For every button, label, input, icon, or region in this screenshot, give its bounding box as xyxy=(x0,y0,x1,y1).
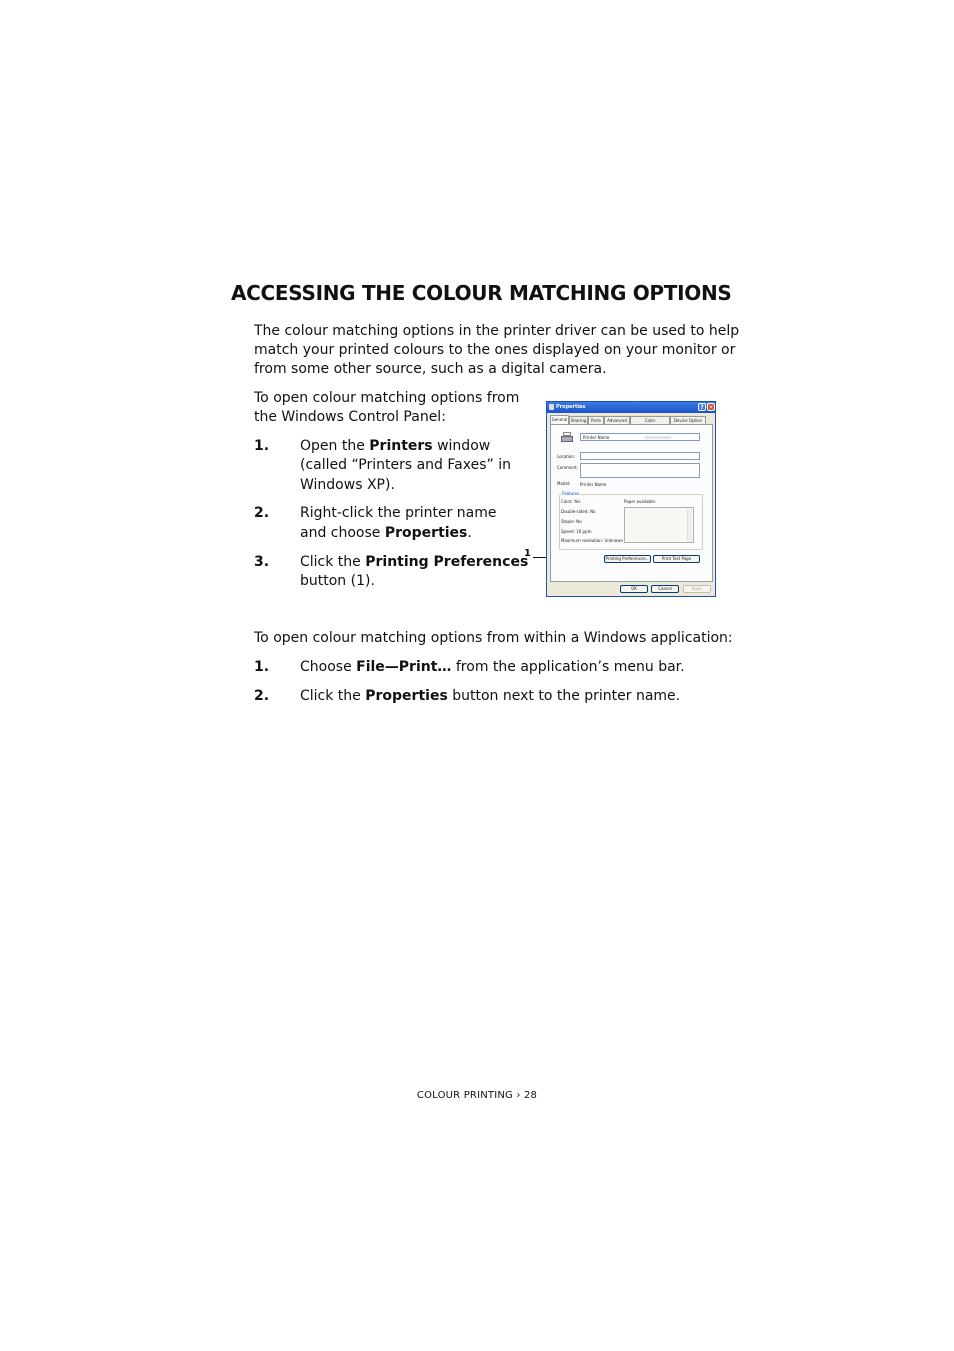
step-text: Click the xyxy=(300,554,366,570)
comment-label: Comment: xyxy=(557,465,578,470)
feature-staple: Staple: No xyxy=(561,519,582,524)
step-bold-text: Printing Preferences xyxy=(365,554,529,570)
step-text: window xyxy=(432,438,491,454)
print-test-page-button[interactable]: Print Test Page xyxy=(653,555,700,563)
apply-button[interactable]: Apply xyxy=(683,585,711,593)
intro-line: The colour matching options in the printer driver can be used to help xyxy=(254,323,740,339)
step-line: Windows XP). xyxy=(300,477,395,493)
printing-preferences-button[interactable]: Printing Preferences... xyxy=(605,556,650,561)
application-lead: To open colour matching options from within a Windows application: xyxy=(254,630,733,646)
step-bold-text: Properties xyxy=(365,688,448,704)
paper-available-label: Paper available: xyxy=(624,499,657,504)
step-text: Open the xyxy=(300,438,370,454)
step-line: Right-click the printer name xyxy=(300,505,497,521)
printer-icon xyxy=(549,404,554,410)
step-line: button (1). xyxy=(300,573,375,589)
step-line xyxy=(300,658,685,678)
step-line xyxy=(300,687,680,707)
step-number: 1. xyxy=(254,659,270,675)
step-text: from the application’s menu bar. xyxy=(451,659,685,675)
feature-max-resolution: Maximum resolution: Unknown xyxy=(561,538,624,543)
tab-advanced[interactable]: Advanced xyxy=(604,416,630,424)
intro-line: match your printed colours to the ones displayed on your monitor or xyxy=(254,342,736,358)
lead-line: the Windows Control Panel: xyxy=(254,409,446,425)
tab-sharing[interactable]: Sharing xyxy=(570,418,587,423)
step-text: and choose xyxy=(300,525,385,541)
scrollbar[interactable] xyxy=(687,509,692,541)
step-number: 2. xyxy=(254,505,270,521)
features-label: Features xyxy=(562,491,580,496)
location-field[interactable] xyxy=(580,452,700,460)
lead-line: To open colour matching options from xyxy=(254,390,520,406)
properties-dialog-screenshot xyxy=(546,401,716,597)
page-footer: COLOUR PRINTING › 28 xyxy=(416,1090,538,1101)
step-line xyxy=(300,553,528,573)
step-number: 1. xyxy=(254,438,270,454)
step-line xyxy=(300,524,472,544)
intro-line: from some other source, such as a digital camera. xyxy=(254,361,607,377)
feature-color: Color: Yes xyxy=(561,499,581,504)
redacted-bar xyxy=(645,436,671,439)
step-text: Click the xyxy=(300,688,366,704)
location-label: Location: xyxy=(557,454,576,459)
general-tab-panel xyxy=(550,424,713,582)
model-label: Model: xyxy=(557,481,571,486)
help-icon[interactable]: ? xyxy=(698,403,706,411)
dialog-title-bar xyxy=(547,402,715,413)
tab-ports[interactable]: Ports xyxy=(588,416,604,424)
close-icon[interactable]: ✕ xyxy=(708,404,714,411)
step-text: . xyxy=(467,525,472,541)
dialog-title: Properties xyxy=(556,404,586,410)
printer-icon xyxy=(561,432,573,444)
printer-name-field[interactable] xyxy=(580,433,700,441)
step-line xyxy=(300,437,490,457)
ok-button[interactable]: OK xyxy=(620,585,648,593)
page-heading: ACCESSING THE COLOUR MATCHING OPTIONS xyxy=(231,281,732,305)
cancel-button[interactable]: Cancel xyxy=(651,585,679,593)
step-number: 3. xyxy=(254,554,270,570)
step-text: button next to the printer name. xyxy=(447,688,681,704)
printer-name-value: Printer Name xyxy=(583,435,610,440)
feature-double-sided: Double-sided: No xyxy=(561,509,596,514)
tab-general[interactable]: General xyxy=(551,417,568,422)
paper-list[interactable] xyxy=(624,507,694,543)
comment-field[interactable] xyxy=(580,463,700,478)
feature-speed: Speed: 16 ppm xyxy=(561,529,592,534)
step-bold-text: Properties xyxy=(384,525,468,541)
tab-color-management[interactable]: Color xyxy=(630,416,670,424)
step-bold-text: File—Print… xyxy=(356,659,452,675)
step-number: 2. xyxy=(254,688,270,704)
model-value: Printer Name xyxy=(580,482,607,487)
callout-number: 1 xyxy=(524,548,531,559)
step-bold-text: Printers xyxy=(369,438,433,454)
step-line: (called “Printers and Faxes” in xyxy=(300,457,511,473)
tab-device-option[interactable]: Device Option xyxy=(670,416,706,424)
step-text: Choose xyxy=(300,659,357,675)
